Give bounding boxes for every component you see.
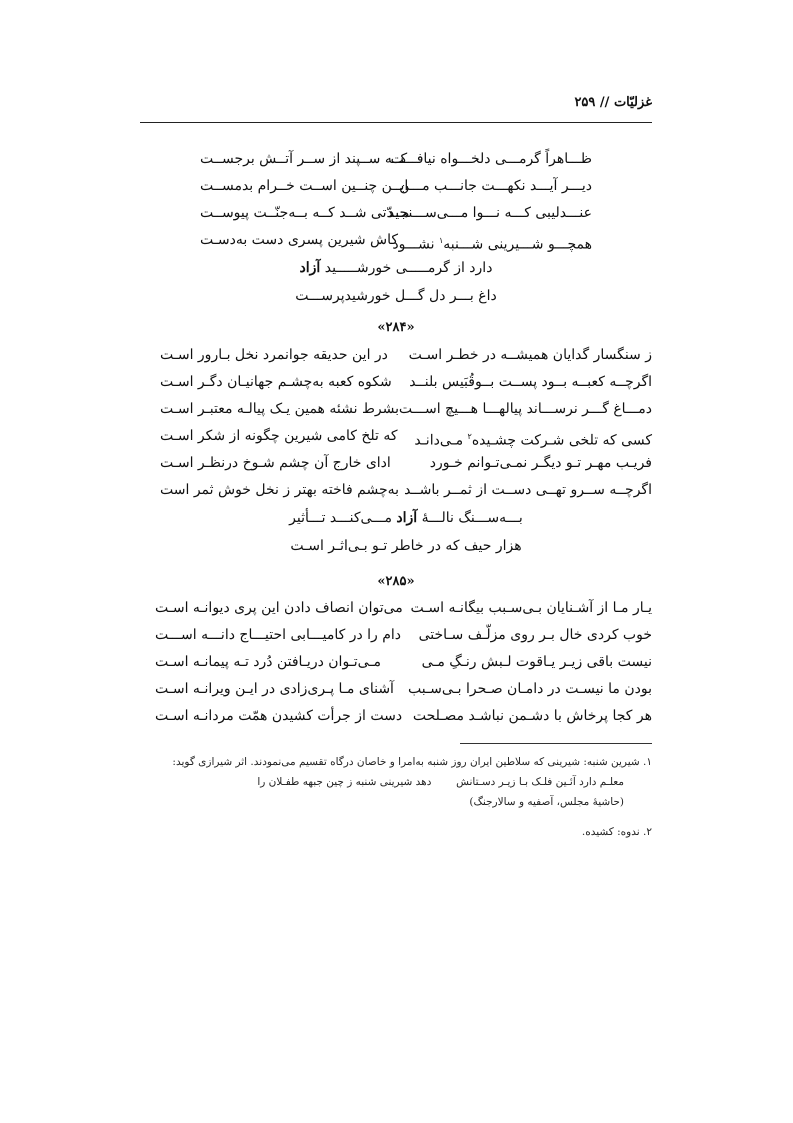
- hemistich-text: همچـــو شـــیرینی شـــنبه: [443, 236, 592, 253]
- hemistich-right: فریـب مهـر تـو دیگـر نمـی‌تـوانم خـورد: [429, 455, 652, 471]
- ghazal-number: «۲۸۵»: [377, 574, 415, 589]
- hemistich-right: دیـــر آیـــد نکهـــت جانـــب مـــن: [399, 178, 592, 194]
- hemistich-right: نیست باقی زیـر یـاقوت لـبش رنـگِ مـی: [421, 654, 652, 670]
- hemistich-left: در این حدیقه جوانمرد نخل بـارور اسـت: [160, 347, 388, 363]
- hemistich-left: ایــن چنــین اســت خــرام بدمســت: [200, 178, 409, 194]
- couplet: [160, 369, 652, 396]
- hemistich-right: یـار مـا از آشـنایان بـی‌سـبب بیگانـه اسـت: [410, 600, 652, 616]
- hemistich-left: شکوه کعبه به‌چشـم جهانیـان دگـر اسـت: [160, 374, 392, 390]
- hemistich-left: به‌چشم فاخته بهتر ز نخل خوش ثمر است: [160, 482, 400, 498]
- couplet: [200, 200, 592, 227]
- running-header: [140, 93, 652, 121]
- couplet: [155, 595, 652, 622]
- couplet: [155, 676, 652, 703]
- hemistich-left: مــدّتی شــد کــه بــه‌جنّــت پیوســت: [200, 205, 410, 221]
- hemistich-left: مـی‌تـوان دریـافتن دُرد تـه پیمانـه اسـت: [155, 654, 381, 670]
- hemistich-text-tail: مـی‌دانـد: [414, 432, 468, 449]
- hemistich-right: ز سنگسار گدایان همیشــه در خطـر اسـت: [408, 347, 652, 363]
- footnote-verse-right: معلـم دارد آئـین فلـک بـا زیـر دسـتانش: [456, 776, 624, 788]
- closing-line: داغ بـــر دل گـــل خورشیدپرســـت: [295, 288, 497, 304]
- couplet: [160, 342, 652, 369]
- closing-line: بـــه‌ســـنگ نالـــهٔ آزاد مـــی‌کنـــد تـــأثیر: [289, 510, 523, 526]
- hemistich-left: ادای خارج آن چشم شـوخ درنظـر اسـت: [160, 455, 391, 471]
- ghazal-285: [155, 595, 652, 730]
- hemistich-right: عنـــدلیبی کـــه نـــوا مـــی‌ســـنجید: [387, 205, 592, 221]
- footnote-marker[interactable]: ۱: [438, 236, 444, 245]
- header-divider: [140, 122, 652, 123]
- couplet: [155, 649, 652, 676]
- hemistich-left: کاش شیرین پسری دست به‌دسـت: [200, 232, 399, 248]
- hemistich-right: دمـــاغ گـــر نرســـاند پیالهـــا هـــیچ اســـت: [398, 401, 652, 417]
- closing-line: دارد از گرمـــــی خورشـــــید آزاد: [299, 260, 493, 276]
- hemistich-right: خوب کردی خال بـر روی مزلّـف سـاختی: [418, 627, 652, 643]
- couplet: [200, 173, 592, 200]
- footnote-1-verse: [140, 772, 652, 792]
- footnote-1: ۱. شیرین شنبه: شیرینی که سلاطین ایران روز شنبه به‌امرا و خاصان درگاه تقسیم می‌نمودند. اثر شیرازی گوید:: [172, 756, 652, 768]
- hemistich-right: اگرچــه کعبــه بــود پســت بــوقُبَیس بلنــد: [409, 374, 652, 390]
- ghazal-284: [160, 342, 652, 560]
- hemistich-left: آشنای مـا پـری‌زادی در ایـن ویرانـه اسـت: [155, 681, 394, 697]
- hemistich-text-tail: نشـــود: [392, 236, 439, 253]
- page-header-title: غزلیّات // ۲۵۹: [574, 95, 652, 110]
- hemistich-right: [392, 227, 592, 259]
- hemistich-left: کــه ســپند از ســر آتــش برجســت: [200, 151, 408, 167]
- hemistich-left: دست از جرأت کشیدن همّت مردانـه اسـت: [155, 708, 403, 724]
- couplet: [155, 622, 652, 649]
- couplet: [160, 477, 652, 504]
- footnote-2: ۲. ندوه: کشیده.: [581, 826, 652, 838]
- footnote-divider: [460, 743, 652, 744]
- hemistich-text: کسی که تلخی شـرکت چشـیده: [471, 432, 652, 449]
- hemistich-right: ظـــاهراً گرمـــی دلخـــواه نیافـــت: [390, 151, 592, 167]
- couplet: [200, 227, 592, 254]
- couplet: [160, 450, 652, 477]
- ghazal-continuation: [200, 146, 592, 310]
- ghazal-number: «۲۸۴»: [377, 320, 415, 335]
- pen-name: آزاد: [396, 510, 418, 526]
- couplet: [155, 703, 652, 730]
- hemistich-left: می‌توان انصاف دادن این پری دیوانـه اسـت: [155, 600, 403, 616]
- couplet: [200, 146, 592, 173]
- footnote-verse-left: دهد شیرینی شنبه ز چین جبهه طفـلان را: [257, 776, 432, 788]
- couplet: [160, 423, 652, 450]
- hemistich-left: دام را در کامیـــابی احتیـــاج دانـــه اســـت: [155, 627, 402, 643]
- pen-name: آزاد: [299, 260, 321, 276]
- hemistich-right: هر کجا پرخاش با دشـمن نباشـد مصـلحت: [412, 708, 652, 724]
- hemistich-left: که تلخ کامی شیرین چگونه از شکر اسـت: [160, 428, 398, 444]
- footnotes: [140, 752, 652, 842]
- hemistich-left: بشرط نشئه همین یـک پیالـه معتبـر اسـت: [160, 401, 400, 417]
- hemistich-right: اگرچــه ســرو تهــی دســت از ثمــر باشــد: [404, 482, 652, 498]
- hemistich-right: بودن ما نیسـت در دامـان صـحرا بـی‌سـبب: [408, 681, 652, 697]
- footnote-1-source: (حاشیهٔ مجلس، آصفیه و سالارجنگ): [469, 796, 624, 808]
- closing-line: هزار حیف که در خاطر تـو بـی‌اثـر اسـت: [290, 538, 522, 554]
- couplet: [160, 396, 652, 423]
- footnote-marker[interactable]: ۲: [467, 432, 472, 441]
